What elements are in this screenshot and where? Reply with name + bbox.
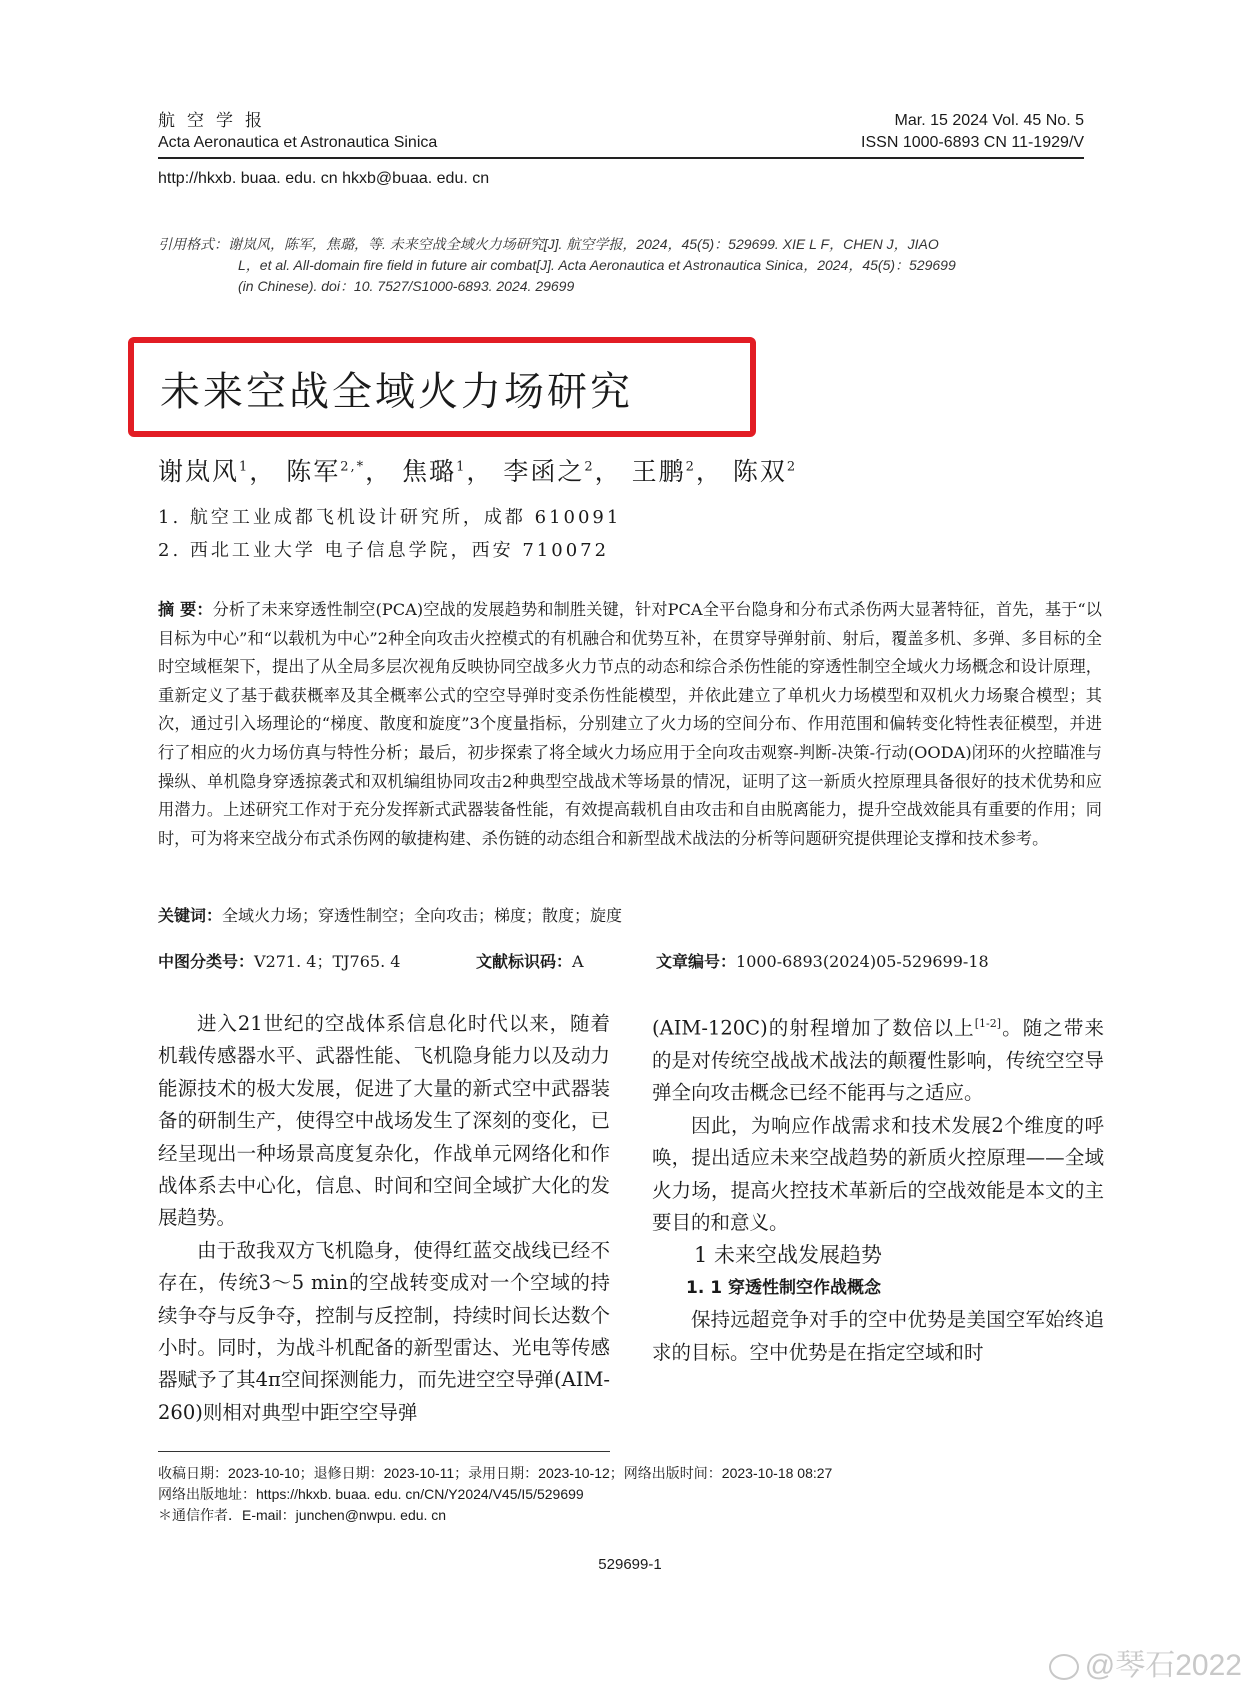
- author: 陈军: [286, 457, 341, 486]
- citation-block: [158, 234, 1102, 297]
- body-text: 。随之带来的是对传统空战战术战法的颠覆性影响，传统空空导弹全向攻击概念已经不能再与之适应。: [652, 1016, 1104, 1105]
- keywords-label: 关键词：: [158, 906, 223, 925]
- footnote-dates: 收稿日期：2023-10-10；退修日期：2023-10-11；录用日期：2023-10-12；网络出版时间：2023-10-18 08:27: [158, 1465, 833, 1481]
- affiliation-2: 2. 西北工业大学 电子信息学院，西安 710072: [158, 540, 610, 561]
- header-rule: [158, 157, 1084, 159]
- author-affiliation-mark: 1: [456, 459, 467, 475]
- keywords-text: 全域火力场；穿透性制空；全向攻击；梯度；散度；旋度: [222, 906, 623, 925]
- body-paragraph: 因此，为响应作战需求和技术发展2个维度的呼唤，提出适应未来空战趋势的新质火控原理——全域火力场，提高火控技术革新后的空战效能是本文的主要目的和意义。: [652, 1113, 1104, 1234]
- body-column-left: [158, 1008, 610, 1429]
- abstract: [158, 596, 1102, 853]
- weibo-icon: [1049, 1654, 1079, 1680]
- abstract-label: 摘 要：: [158, 600, 213, 619]
- issue-info: Mar. 15 2024 Vol. 45 No. 5: [894, 112, 1084, 129]
- author-affiliation-mark: 2: [685, 459, 696, 475]
- author: 谢岚风: [158, 457, 240, 486]
- footnote: [158, 1463, 832, 1526]
- author: 陈双: [732, 457, 787, 486]
- author-list: 谢岚风$^1$， 陈军$^{2,*}$， 焦璐$^1$， 李函之$^2$， 王鹏$^2$， 陈双$^2$: [158, 457, 798, 486]
- journal-header-left: [158, 110, 437, 154]
- citation-line-3: (in Chinese). doi：10. 7527/S1000-6893. 2024. 29699: [238, 278, 575, 294]
- citation-line-1: 引用格式：谢岚风，陈军，焦璐，等. 未来空战全域火力场研究[J]. 航空学报，2024，45(5)：529699. XIE L F，CHEN J，JIAO: [158, 236, 939, 252]
- journal-name-cn: 航空学报: [158, 111, 274, 131]
- reference-mark[interactable]: [1-2]: [974, 1017, 1002, 1030]
- clc-number: [158, 949, 400, 972]
- issn-info: ISSN 1000-6893 CN 11-1929/V: [861, 134, 1084, 151]
- watermark: [1049, 1640, 1242, 1684]
- doc-code: [476, 949, 584, 972]
- body-paragraph: [652, 1008, 1104, 1110]
- author-affiliation-mark: 2: [584, 459, 595, 475]
- paper-title: 未来空战全域火力场研究: [160, 369, 633, 415]
- body-text: (AIM-120C)的射程增加了数倍以上: [652, 1016, 975, 1040]
- body-paragraph: 由于敌我双方飞机隐身，使得红蓝交战线已经不存在，传统3～5 min的空战转变成对一个空域的持续争夺与反争夺，控制与反控制，持续时间长达数个小时。同时，为战斗机配备的新型雷达、光电等传感器赋予了其4π空间探测能力，而先进空空导弹(AIM-260)则相对典型中距空空导弹: [158, 1238, 610, 1424]
- author-affiliation-mark: 1: [239, 459, 250, 475]
- subsection-heading: 1. 1 穿透性制空作战概念: [686, 1277, 881, 1298]
- abstract-text: 分析了未来穿透性制空(PCA)空战的发展趋势和制胜关键，针对PCA全平台隐身和分布式杀伤两大显著特征，首先，基于“以目标为中心”和“以载机为中心”2种全向攻击火控模式的有机融合和优势互补，在贯穿导弹射前、射后，覆盖多机、多弹、多目标的全时空域框架下，提出了从全局多层次视角反映协同空战多火力节点的动态和综合杀伤性能的穿透性制空全域火力场概念和设计原理，重新定义了基于截获概率及其全概率公式的空空导弹时变杀伤性能模型，并依此建立了单机火力场模型和双机火力场聚合模型；其次，通过引入场理论的“梯度、散度和旋度”3个度量指标，分别建立了火力场的空间分布、作用范围和偏转变化特性表征模型，并进行了相应的火力场仿真与特性分析；最后，初步探索了将全域火力场应用于全向攻击观察-判断-决策-行动(OODA)闭环的火控瞄准与操纵、单机隐身穿透掠袭式和双机编组协同攻击2种典型空战战术等场景的情况，证明了这一新质火控原理具备很好的技术优势和应用潜力。上述研究工作对于充分发挥新式武器装备性能，有效提高载机自由攻击和自由脱离能力，提升空战效能具有重要的作用；同时，可为将来空战分布式杀伤网的敏捷构建、杀伤链的动态组合和新型战术战法的分析等问题研究提供理论支撑和技术参考。: [158, 600, 1102, 848]
- article-number-value: 1000-6893(2024)05-529699-18: [736, 952, 989, 971]
- watermark-text: @琴石2022: [1084, 1649, 1242, 1682]
- footnote-online[interactable]: 网络出版地址：https://hkxb. buaa. edu. cn/CN/Y2024/V45/I5/529699: [158, 1486, 584, 1502]
- author: 李函之: [503, 457, 585, 486]
- footnote-corresponding: ＊通信作者．E-mail：junchen@nwpu. edu. cn: [158, 1507, 447, 1523]
- journal-url[interactable]: http://hkxb. buaa. edu. cn hkxb@buaa. edu. cn: [158, 170, 490, 187]
- body-paragraph: 保持远超竞争对手的空中优势是美国空军始终追求的目标。空中优势是在指定空域和时: [652, 1308, 1104, 1364]
- footnote-rule: [158, 1451, 610, 1452]
- body-column-right: [652, 1008, 1104, 1369]
- page-number: 529699-1: [598, 1556, 662, 1573]
- journal-name-en: Acta Aeronautica et Astronautica Sinica: [158, 134, 438, 151]
- clc-label: 中图分类号：: [158, 952, 255, 971]
- keywords: [158, 903, 622, 926]
- body-paragraph: 进入21世纪的空战体系信息化时代以来，随着机载传感器水平、武器性能、飞机隐身能力以及动力能源技术的极大发展，促进了大量的新式空中武器装备的研制生产，使得空中战场发生了深刻的变化，已经呈现出一种场景高度复杂化，作战单元网络化和作战体系去中心化，信息、时间和空间全域扩大化的发展趋势。: [158, 1012, 610, 1230]
- journal-header-right: [861, 110, 1084, 154]
- author: 焦璐: [402, 457, 457, 486]
- article-number: [656, 949, 989, 972]
- affiliation-1: 1. 航空工业成都飞机设计研究所，成都 610091: [158, 507, 622, 528]
- doc-code-value: A: [572, 952, 584, 971]
- author-affiliation-mark: 2: [786, 459, 798, 475]
- section-heading: 1 未来空战发展趋势: [694, 1243, 883, 1268]
- author: 王鹏: [631, 457, 686, 486]
- citation-line-2: L，et al. All-domain fire field in future air combat[J]. Acta Aeronautica et Astronautica Sinica，2024，45(5)：529699: [238, 257, 956, 273]
- article-number-label: 文章编号：: [656, 952, 737, 971]
- author-affiliation-mark: 2,*: [340, 459, 366, 475]
- clc-value: V271. 4；TJ765. 4: [254, 952, 401, 971]
- doc-code-label: 文献标识码：: [476, 952, 573, 971]
